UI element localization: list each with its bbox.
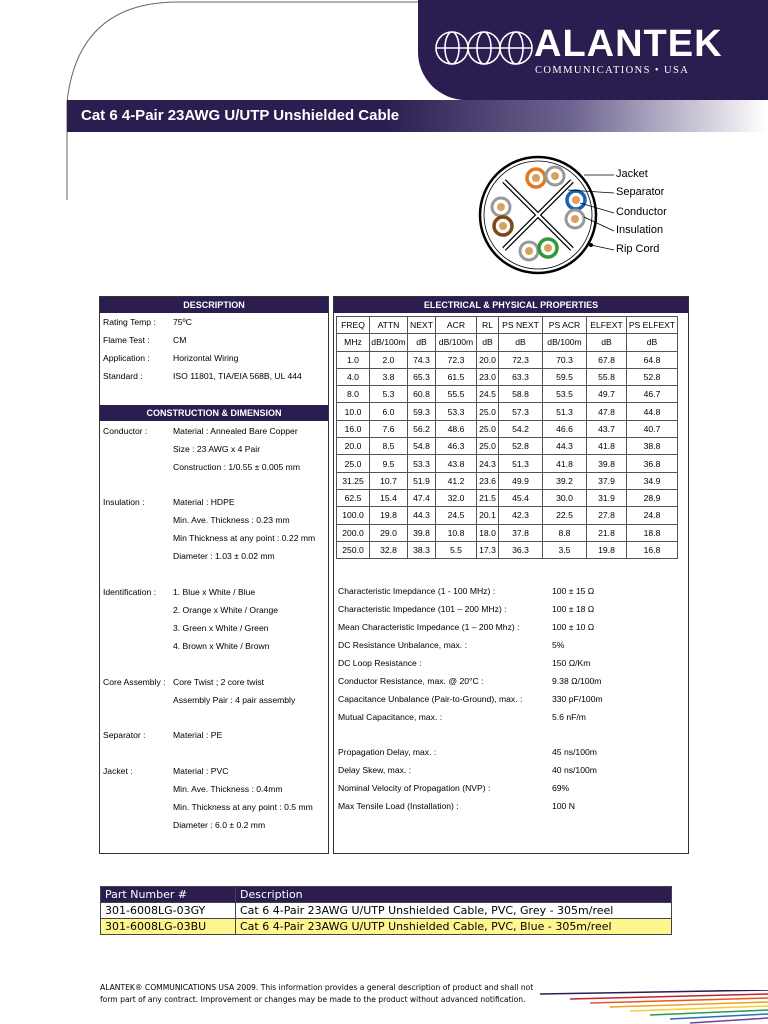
table-cell: 74.3 (408, 351, 436, 368)
table-cell: 10.7 (370, 472, 408, 489)
table-cell: 38.3 (408, 541, 436, 558)
footer-disclaimer (100, 982, 570, 1006)
table-cell: 31.25 (337, 472, 370, 489)
table-row (337, 420, 678, 437)
spec-value: 100 ± 18 Ω (552, 604, 595, 614)
table-cell: 100.0 (337, 507, 370, 524)
table-cell: 53.3 (408, 455, 436, 472)
table-cell: 24.5 (477, 386, 499, 403)
table-cell: 7.6 (370, 420, 408, 437)
table-cell: 32.8 (370, 541, 408, 558)
part-number-column-header: Part Number # (101, 887, 236, 903)
table-cell: 51.3 (543, 403, 587, 420)
table-cell: 5.3 (370, 386, 408, 403)
table-cell: dB (477, 334, 499, 351)
spec-label: Propagation Delay, max. : (338, 747, 437, 757)
table-cell: 60.8 (408, 386, 436, 403)
spec-value: 45 ns/100m (552, 747, 597, 757)
spec-value: 100 ± 15 Ω (552, 586, 595, 596)
table-cell: dB/100m (436, 334, 477, 351)
part-row (101, 903, 672, 919)
table-cell: 43.7 (587, 420, 627, 437)
part-number: 301-6008LG-03GY (101, 903, 236, 919)
table-cell: 17.3 (477, 541, 499, 558)
table-cell: PS ELFEXT (627, 317, 678, 334)
title-bar (67, 100, 767, 132)
table-cell: 30.0 (543, 489, 587, 506)
table-cell: 3.8 (370, 368, 408, 385)
table-cell: 44.8 (627, 403, 678, 420)
table-cell: 29.0 (370, 524, 408, 541)
table-cell: 64.8 (627, 351, 678, 368)
table-cell: 53.3 (436, 403, 477, 420)
footer-line-1: ALANTEK® COMMUNICATIONS USA 2009. This information provides a general description of product and shall not (100, 983, 534, 992)
table-cell: 51.9 (408, 472, 436, 489)
table-cell: dB/100m (370, 334, 408, 351)
table-cell: 59.3 (408, 403, 436, 420)
label-jacket: Jacket (616, 168, 648, 180)
table-row (337, 541, 678, 558)
construction-header: CONSTRUCTION & DIMENSION (100, 405, 328, 421)
table-cell: 23.0 (477, 368, 499, 385)
table-cell: 16.0 (337, 420, 370, 437)
spec-value: 330 pF/100m (552, 694, 603, 704)
table-cell: 37.9 (587, 472, 627, 489)
label-separator: Separator (616, 186, 665, 198)
table-cell: 63.3 (499, 368, 543, 385)
description-header: DESCRIPTION (100, 297, 328, 313)
table-row (337, 386, 678, 403)
table-cell: 44.3 (543, 438, 587, 455)
table-cell: 22.5 (543, 507, 587, 524)
table-cell: 200.0 (337, 524, 370, 541)
brand-subtitle: COMMUNICATIONS • USA (535, 65, 690, 76)
table-cell: 36.8 (627, 455, 678, 472)
table-cell: ACR (436, 317, 477, 334)
table-cell: 2.0 (370, 351, 408, 368)
table-cell: 4.0 (337, 368, 370, 385)
table-cell: 25.0 (477, 420, 499, 437)
electrical-table (336, 316, 678, 559)
table-cell: 54.2 (499, 420, 543, 437)
table-cell: ATTN (370, 317, 408, 334)
part-row-highlighted (101, 919, 672, 935)
globe-logo-icon (434, 26, 534, 70)
table-row (337, 472, 678, 489)
part-table-header (101, 887, 672, 903)
table-cell: 72.3 (436, 351, 477, 368)
label-rip-cord: Rip Cord (616, 243, 660, 255)
spec-value: 5.6 nF/m (552, 712, 586, 722)
table-cell: 39.8 (587, 455, 627, 472)
spec-value: 100 ± 10 Ω (552, 622, 595, 632)
table-cell: 250.0 (337, 541, 370, 558)
table-cell: 5.5 (436, 541, 477, 558)
table-cell: 47.4 (408, 489, 436, 506)
table-cell: 37.8 (499, 524, 543, 541)
table-cell: 18.0 (477, 524, 499, 541)
table-cell: 28.9 (627, 489, 678, 506)
table-cell: 47.8 (587, 403, 627, 420)
table-cell: 52.8 (499, 438, 543, 455)
table-cell: 8.5 (370, 438, 408, 455)
table-cell: 31.9 (587, 489, 627, 506)
description-column-header: Description (236, 887, 672, 903)
table-cell: 54.8 (408, 438, 436, 455)
part-number: 301-6008LG-03BU (101, 919, 236, 935)
table-cell: 41.8 (587, 438, 627, 455)
table-row (337, 351, 678, 368)
description-panel: DESCRIPTION Rating Temp : 75ºC Flame Test : CM Application : Horizontal Wiring Standard : ISO 11801, TIA/EIA 568B, UL 444 CONSTRUCTION & DIMENSION Conductor : Material : Annealed Bare Copper Size : 23 AWG x 4 Pair Construction : 1/0.55 ± 0.005 mm Insulation : Material : HDPE Min. Ave. Thickness : 0.23 mm Min Thickness at any point : 0.22 mm Diameter : 1.03 ± 0.02 mm Identification : 1. Blue x White / Blue 2. Orange x White / Orange 3. Green x White / Green 4. Brown x White / Brown Core Assembly : Core Twist ; 2 core twist Assembly Pair : 4 pair assembly Separator : Material : PE Jacket : Material : PVC Min. Ave. Thickness : 0.4mm Min. Thickness at any point : 0.5 mm Diameter : 6.0 ± 0.2 mm (99, 296, 329, 854)
table-cell: 46.6 (543, 420, 587, 437)
table-cell: 6.0 (370, 403, 408, 420)
table-cell: 43.8 (436, 455, 477, 472)
spec-label: DC Resistance Unbalance, max. : (338, 640, 467, 650)
table-cell: 21.8 (587, 524, 627, 541)
table-cell: 24.8 (627, 507, 678, 524)
table-cell: 32.0 (436, 489, 477, 506)
table-cell: NEXT (408, 317, 436, 334)
table-cell: 58.8 (499, 386, 543, 403)
table-cell: 72.3 (499, 351, 543, 368)
table-cell: 21.5 (477, 489, 499, 506)
spec-value: 9.38 Ω/100m (552, 676, 602, 686)
table-cell: 39.2 (543, 472, 587, 489)
spec-value: 5% (552, 640, 565, 650)
page-title: Cat 6 4-Pair 23AWG U/UTP Unshielded Cable (81, 107, 400, 124)
spec-value: 69% (552, 783, 570, 793)
table-cell: 23.6 (477, 472, 499, 489)
table-row (337, 403, 678, 420)
label-insulation: Insulation (616, 224, 664, 236)
table-cell: 42.3 (499, 507, 543, 524)
table-cell: 40.7 (627, 420, 678, 437)
table-cell: PS ACR (543, 317, 587, 334)
footer-line-2: form part of any contract. Improvement or changes may be made to the product without advanced notification. (100, 995, 526, 1004)
table-cell: FREQ (337, 317, 370, 334)
table-cell: 61.5 (436, 368, 477, 385)
part-description: Cat 6 4-Pair 23AWG U/UTP Unshielded Cable, PVC, Grey - 305m/reel (236, 903, 672, 919)
table-cell: 8.0 (337, 386, 370, 403)
table-cell: 8.8 (543, 524, 587, 541)
table-cell: 51.3 (499, 455, 543, 472)
table-cell: dB (587, 334, 627, 351)
label-conductor: Conductor (616, 206, 667, 218)
table-row (337, 368, 678, 385)
spec-label: Conductor Resistance, max. @ 20°C : (338, 676, 484, 686)
table-cell: 9.5 (370, 455, 408, 472)
table-cell: 56.2 (408, 420, 436, 437)
table-cell: 36.3 (499, 541, 543, 558)
table-cell: 62.5 (337, 489, 370, 506)
spec-value: 150 Ω/Km (552, 658, 591, 668)
table-cell: dB/100m (543, 334, 587, 351)
part-description: Cat 6 4-Pair 23AWG U/UTP Unshielded Cable, PVC, Blue - 305m/reel (236, 919, 672, 935)
table-cell: dB (408, 334, 436, 351)
table-row (337, 489, 678, 506)
spec-label: Mean Characteristic Impedance (1 – 200 Mhz) : (338, 622, 520, 632)
table-cell: 34.9 (627, 472, 678, 489)
table-cell: 49.7 (587, 386, 627, 403)
table-cell: 19.8 (587, 541, 627, 558)
table-cell: 20.1 (477, 507, 499, 524)
table-cell: dB (627, 334, 678, 351)
table-cell: 57.3 (499, 403, 543, 420)
table-cell: 16.8 (627, 541, 678, 558)
table-cell: 25.0 (337, 455, 370, 472)
table-cell: ELFEXT (587, 317, 627, 334)
spec-label: Delay Skew, max. : (338, 765, 412, 775)
table-cell: 25.0 (477, 403, 499, 420)
table-cell: 19.8 (370, 507, 408, 524)
spec-label: Characteristic Imepdance (1 - 100 MHz) : (338, 586, 496, 596)
table-cell: 20.0 (337, 438, 370, 455)
table-cell: 44.3 (408, 507, 436, 524)
table-cell: 52.8 (627, 368, 678, 385)
table-cell: 49.9 (499, 472, 543, 489)
table-cell: RL (477, 317, 499, 334)
spec-label: DC Loop Resistance : (338, 658, 422, 668)
table-cell: 24.3 (477, 455, 499, 472)
electrical-header: ELECTRICAL & PHYSICAL PROPERTIES (334, 297, 688, 313)
table-cell: 1.0 (337, 351, 370, 368)
cable-cross-section-diagram (476, 150, 616, 280)
table-row (337, 507, 678, 524)
table-cell: 38.8 (627, 438, 678, 455)
table-cell: 65.3 (408, 368, 436, 385)
table-cell: 55.5 (436, 386, 477, 403)
table-cell: 46.7 (627, 386, 678, 403)
table-cell: 27.8 (587, 507, 627, 524)
spec-label: Nominal Velocity of Propagation (NVP) : (338, 783, 491, 793)
table-cell: 39.8 (408, 524, 436, 541)
spec-value: 100 N (552, 801, 575, 811)
table-cell: 45.4 (499, 489, 543, 506)
spec-label: Characteristic Impedance (101 – 200 MHz) : (338, 604, 507, 614)
table-cell: 25.0 (477, 438, 499, 455)
table-cell: dB (499, 334, 543, 351)
table-cell: 10.8 (436, 524, 477, 541)
table-cell: 10.0 (337, 403, 370, 420)
table-cell: 41.8 (543, 455, 587, 472)
spec-label: Max Tensile Load (Installation) : (338, 801, 459, 811)
spec-label: Mutual Capacitance, max. : (338, 712, 443, 722)
table-row (337, 455, 678, 472)
table-header-row (337, 317, 678, 334)
table-row (337, 438, 678, 455)
table-cell: 59.5 (543, 368, 587, 385)
brand-name: ALANTEK (534, 23, 723, 65)
table-cell: 15.4 (370, 489, 408, 506)
electrical-panel (333, 296, 689, 854)
table-cell: MHz (337, 334, 370, 351)
table-cell: 67.8 (587, 351, 627, 368)
table-cell: 24.5 (436, 507, 477, 524)
table-cell: 53.5 (543, 386, 587, 403)
table-cell: 46.3 (436, 438, 477, 455)
spec-value: 40 ns/100m (552, 765, 597, 775)
table-cell: 20.0 (477, 351, 499, 368)
table-cell: 18.8 (627, 524, 678, 541)
spec-label: Capacitance Unbalance (Pair-to-Ground), max. : (338, 694, 523, 704)
table-cell: 55.8 (587, 368, 627, 385)
table-cell: 48.6 (436, 420, 477, 437)
table-cell: 70.3 (543, 351, 587, 368)
table-row (337, 524, 678, 541)
table-cell: 3.5 (543, 541, 587, 558)
table-cell: 41.2 (436, 472, 477, 489)
decorative-stripes (540, 990, 768, 1024)
table-units-row (337, 334, 678, 351)
part-number-table (100, 886, 672, 935)
table-cell: PS NEXT (499, 317, 543, 334)
